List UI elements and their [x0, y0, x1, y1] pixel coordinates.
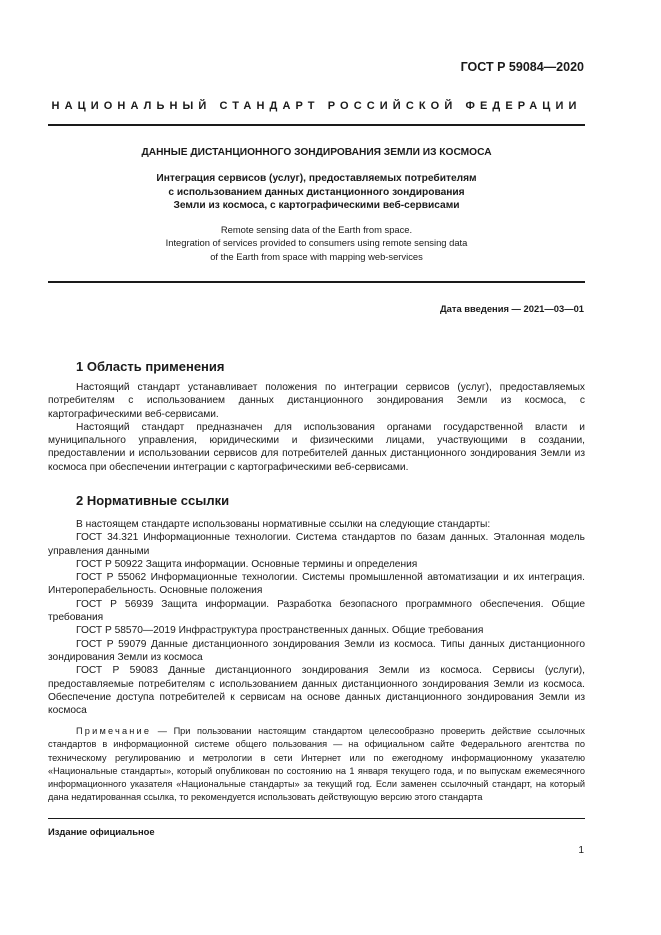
header-divider [48, 124, 585, 126]
introduction-date: Дата введения — 2021—03—01 [439, 303, 584, 314]
note-text: — При пользовании настоящим стандартом целесообразно проверить действие ссылочных стандартов в информационной системе общего пользования — на официальном сайте Федерального агентства по техническому регулированию и метрологии в сети Интернет или по ежегодному информационному указателю «Национальные стандарты», который опубликован по состоянию на 1 января текущего года, и по выпускам ежемесячного информационного указателя «Национальные стандарты» за текущий год. Если заменен ссылочный стандарт, на который дана недатированная ссылка, то рекомендуется использовать действующую версию этого стандарта [48, 726, 585, 803]
reference-item: ГОСТ Р 59079 Данные дистанционного зондирования Земли из космоса. Типы данных дистанционного зондирования Земли из космоса [48, 638, 585, 663]
national-standard-heading: НАЦИОНАЛЬНЫЙ СТАНДАРТ РОССИЙСКОЙ ФЕДЕРАЦИИ [51, 100, 582, 112]
title-divider [48, 281, 585, 283]
english-title [48, 223, 585, 263]
document-subtitle [48, 172, 585, 213]
reference-item: ГОСТ Р 56939 Защита информации. Разработка безопасного программного обеспечения. Общие требования [48, 598, 585, 624]
paragraph: Настоящий стандарт предназначен для использования органами государственной власти и муниципального управления, юридическими и физическими лицами, участвующими в создании, предоставлении и использовании сервисов для потребителей данных дистанционного зондирования Земли из космоса при обеспечении интеграции с картографическими веб-сервисами. [48, 421, 585, 473]
subtitle-line: Интеграция сервисов (услуг), предоставляемых потребителям [156, 173, 477, 184]
section-1-body [48, 381, 585, 474]
section-2-body [48, 518, 585, 717]
reference-item: ГОСТ Р 55062 Информационные технологии. Системы промышленной автоматизации и их интеграция. Интероперабельность. Основные положения [48, 572, 585, 597]
subtitle-line: Земли из космоса, с картографическими веб-сервисами [173, 200, 460, 211]
note-label: Примечание [76, 726, 152, 736]
subtitle-line: с использованием данных дистанционного зондирования [168, 186, 465, 198]
paragraph: Настоящий стандарт устанавливает положения по интеграции сервисов (услуг), предоставляемых потребителям с использованием данных дистанционного зондирования Земли из космоса, с картографическими веб-сервисами. [48, 382, 585, 420]
edition-label: Издание официальное [48, 826, 155, 837]
english-title-line: of the Earth from space with mapping web-services [210, 250, 423, 262]
page-number: 1 [578, 845, 584, 856]
reference-item: ГОСТ Р 50922 Защита информации. Основные термины и определения [76, 558, 418, 570]
english-title-line: Remote sensing data of the Earth from space. [220, 224, 413, 235]
document-title: ДАННЫЕ ДИСТАНЦИОННОГО ЗОНДИРОВАНИЯ ЗЕМЛИ ИЗ КОСМОСА [141, 147, 492, 158]
reference-item: ГОСТ 34.321 Информационные технологии. Система стандартов по базам данных. Эталонная модель управления данными [48, 532, 585, 557]
gost-code: ГОСТ Р 59084—2020 [460, 60, 584, 74]
reference-item: ГОСТ Р 59083 Данные дистанционного зондирования Земли из космоса. Сервисы (услуги), предоставляемые потребителям с использованием данных дистанционного зондирования Земли из космоса. Обеспечение доступа потребителей к сервисам на основе данных дистанционного зондирования Земли из космоса [48, 665, 585, 717]
footer-divider [48, 818, 585, 819]
section-2-heading: 2 Нормативные ссылки [76, 493, 230, 508]
reference-item: ГОСТ Р 58570—2019 Инфраструктура пространственных данных. Общие требования [76, 625, 484, 637]
note [48, 725, 585, 805]
section-1-heading: 1 Область применения [76, 359, 225, 374]
english-title-line: Integration of services provided to consumers using remote sensing data [165, 237, 468, 249]
paragraph: В настоящем стандарте использованы нормативные ссылки на следующие стандарты: [76, 519, 491, 530]
